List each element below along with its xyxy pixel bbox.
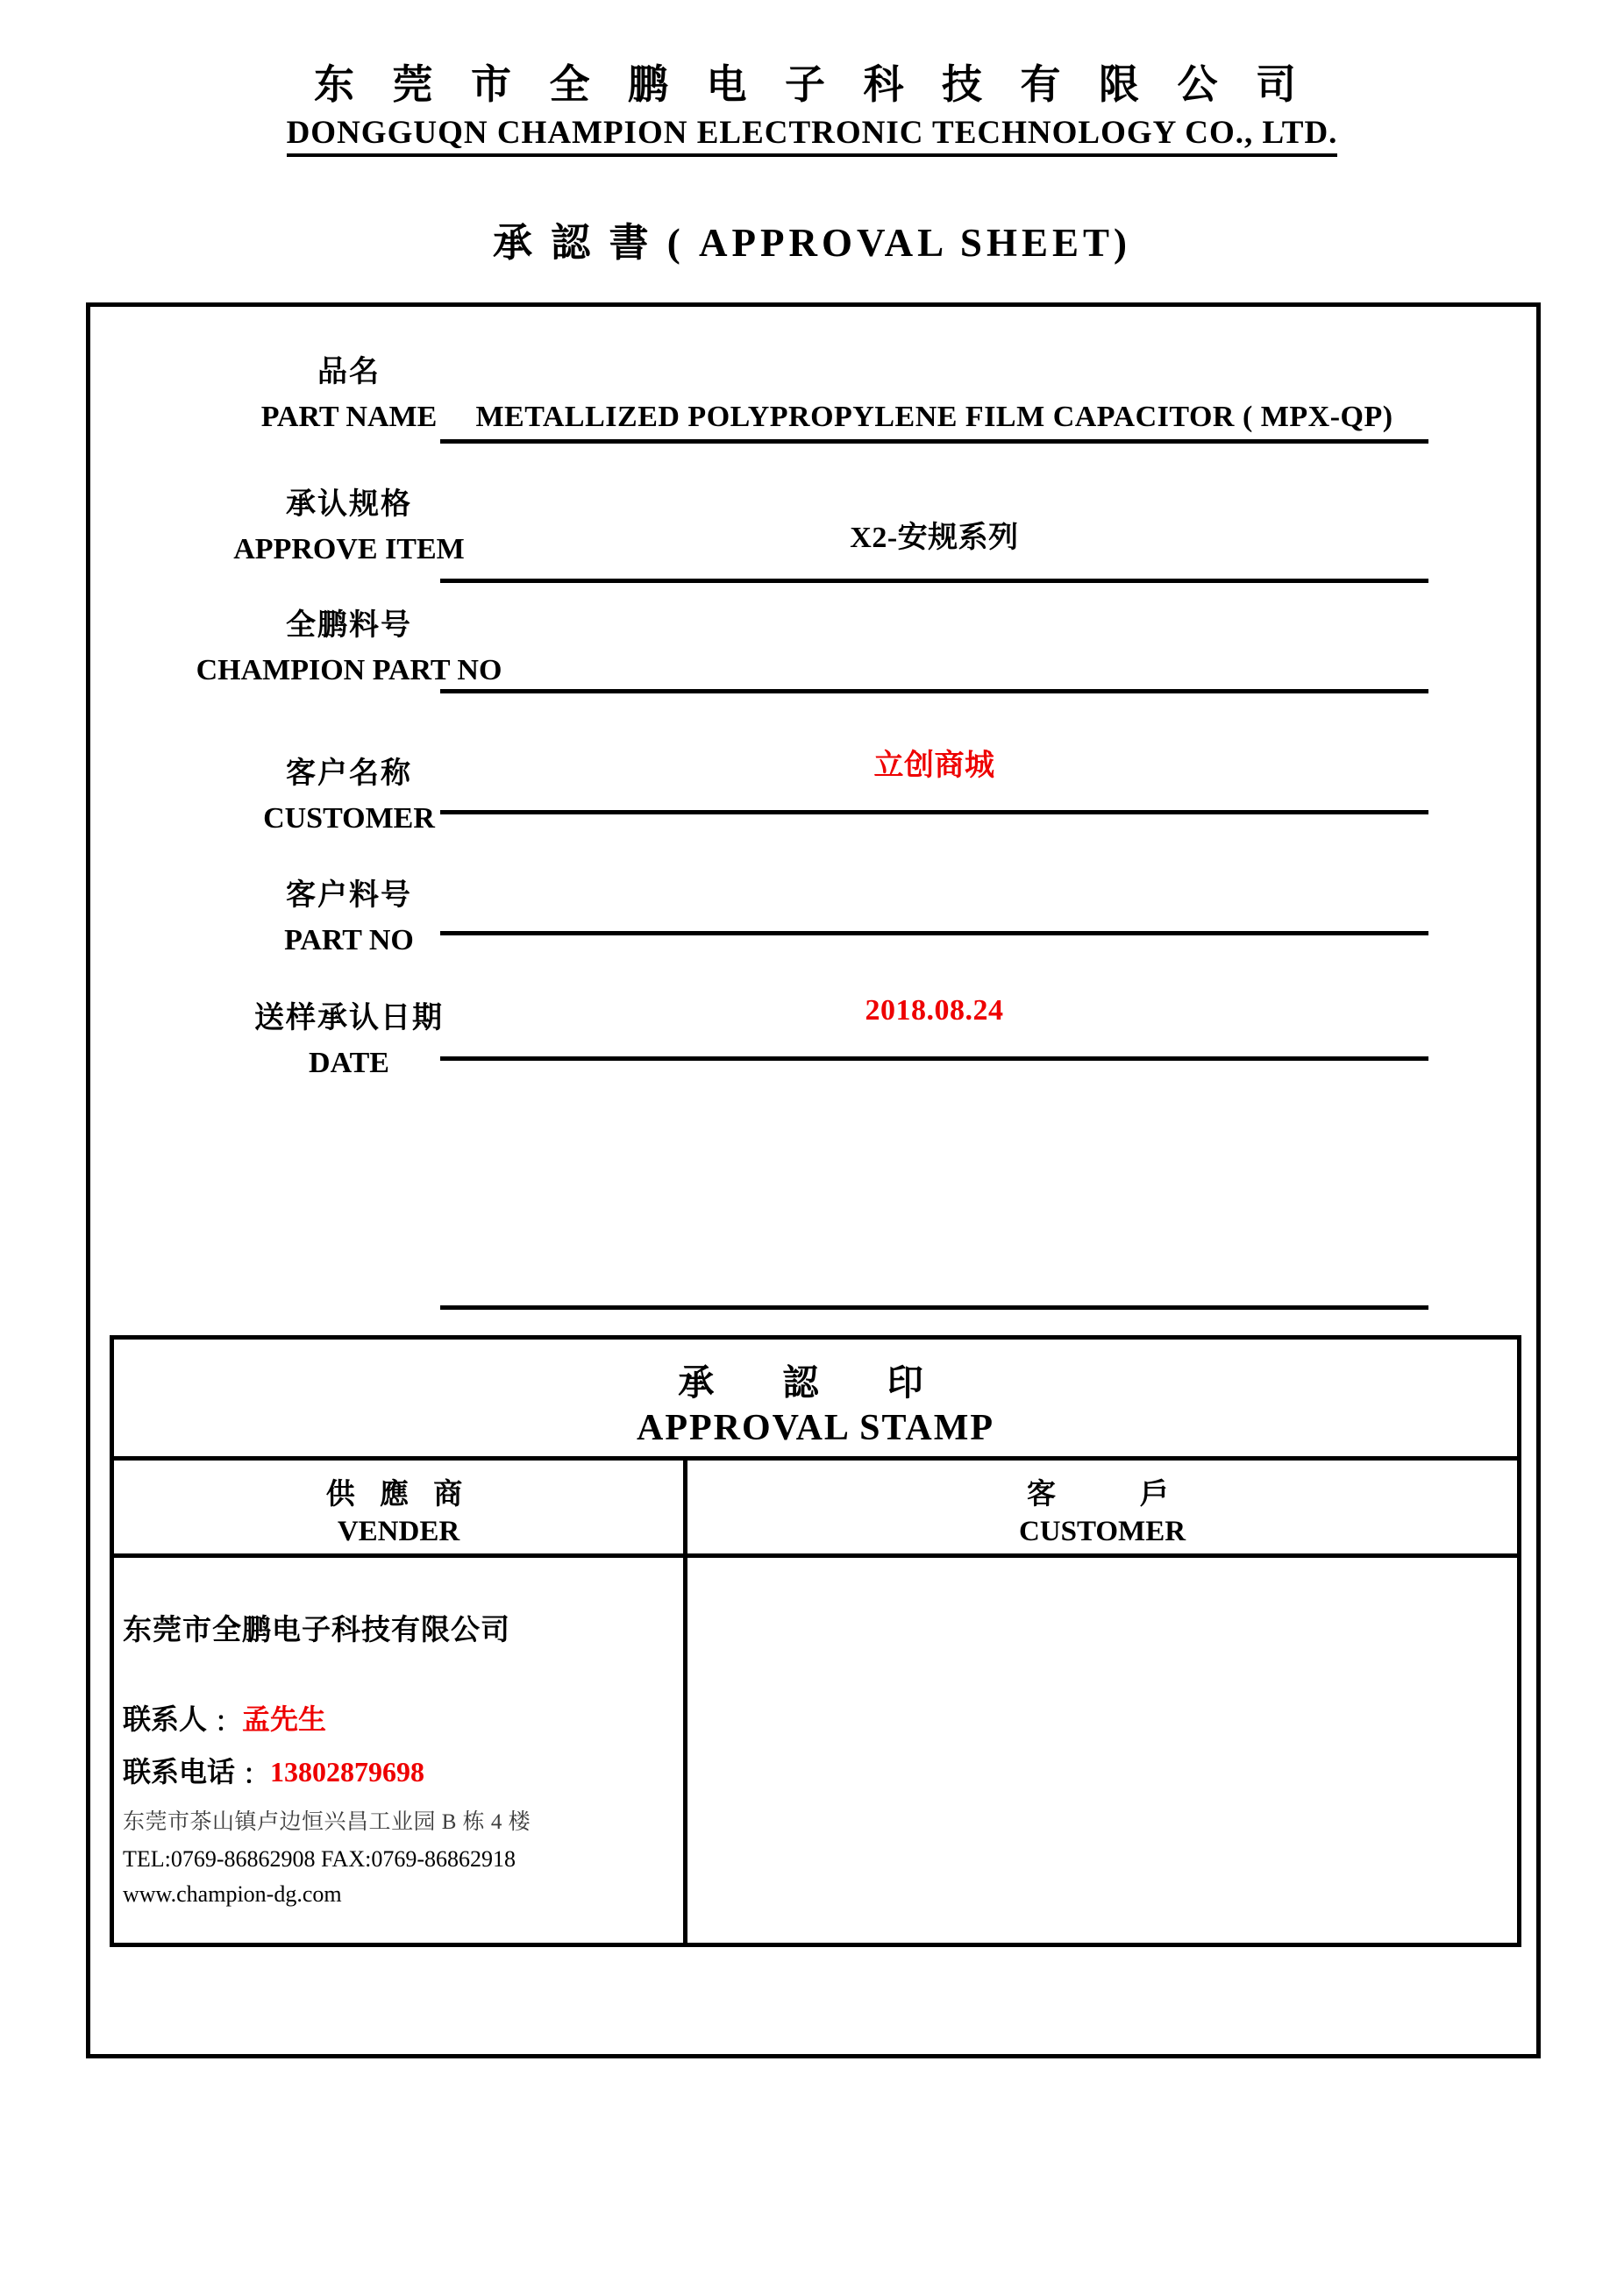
- vendor-address: 东莞市茶山镇卢边恒兴昌工业园 B 栋 4 楼: [123, 1810, 531, 1834]
- field-label-en: PART NO: [284, 923, 414, 956]
- approval-stamp-box: [110, 1335, 1521, 1947]
- vendor-phone-line: [123, 1750, 674, 1790]
- approval-stamp-title: [114, 1340, 1517, 1461]
- field-value-champion-part-no: [440, 608, 1428, 693]
- approval-body-row: [114, 1558, 1517, 1943]
- vendor-contact-label: 联系人﹕: [123, 1703, 236, 1735]
- vendor-stamp-cell: [114, 1558, 683, 1943]
- field-value-part-name: METALLIZED POLYPROPYLENE FILM CAPACITOR ( MPX-QP): [440, 354, 1428, 444]
- field-label-cn: 客户名称: [286, 757, 412, 790]
- approval-stamp-title-cn: 承 認 印: [678, 1362, 953, 1403]
- vendor-company-name: 东莞市全鹏电子科技有限公司: [123, 1615, 510, 1646]
- field-label-cn: 全鹏料号: [286, 609, 412, 642]
- customer-header-cell: [683, 1461, 1517, 1553]
- vendor-phone-number: 13802879698: [270, 1756, 425, 1788]
- company-name-english: DONGGUQN CHAMPION ELECTRONIC TECHNOLOGY CO., LTD.: [287, 114, 1338, 157]
- field-label-en: CHAMPION PART NO: [196, 653, 502, 686]
- field-value-customer: 立创商城: [440, 719, 1428, 814]
- company-name-english-wrap: [0, 114, 1624, 157]
- field-label-en: CUSTOMER: [263, 801, 435, 835]
- vendor-website: www.champion-dg.com: [123, 1881, 342, 1907]
- field-label-cn: 承认规格: [286, 488, 412, 521]
- field-value-approve-item: X2-安规系列: [440, 487, 1428, 583]
- customer-header-en: CUSTOMER: [1018, 1516, 1186, 1547]
- vendor-header-cn: 供 應 商: [325, 1479, 472, 1511]
- company-name-chinese: 东 莞 市 全 鹏 电 子 科 技 有 限 公 司: [314, 62, 1310, 107]
- customer-header-cn: 客 戶: [1027, 1479, 1178, 1511]
- vendor-phone-label: 联系电话﹕: [123, 1756, 264, 1788]
- field-label-en: APPROVE ITEM: [233, 532, 465, 565]
- field-label-cn: 品名: [317, 356, 381, 388]
- document-title: 承 認 書 ( APPROVAL SHEET): [493, 221, 1131, 265]
- customer-stamp-cell: [683, 1558, 1517, 1943]
- vendor-header-en: VENDER: [337, 1516, 460, 1547]
- blank-field-line: [440, 1305, 1428, 1310]
- field-label-cn: 送样承认日期: [254, 1002, 444, 1034]
- vendor-contact-name: 孟先生: [242, 1703, 327, 1735]
- vendor-contact-line: [123, 1697, 674, 1738]
- field-label-en: PART NAME: [260, 400, 438, 433]
- field-label-cn: 客户料号: [286, 879, 412, 912]
- vendor-header-cell: [114, 1461, 683, 1553]
- vendor-tel-fax: TEL:0769-86862908 FAX:0769-86862918: [123, 1846, 516, 1872]
- field-value-part-no: [440, 868, 1428, 935]
- field-label-en: DATE: [309, 1046, 389, 1079]
- field-value-date: 2018.08.24: [440, 964, 1428, 1061]
- approval-header-row: [114, 1461, 1517, 1558]
- approval-stamp-title-en: APPROVAL STAMP: [637, 1408, 994, 1448]
